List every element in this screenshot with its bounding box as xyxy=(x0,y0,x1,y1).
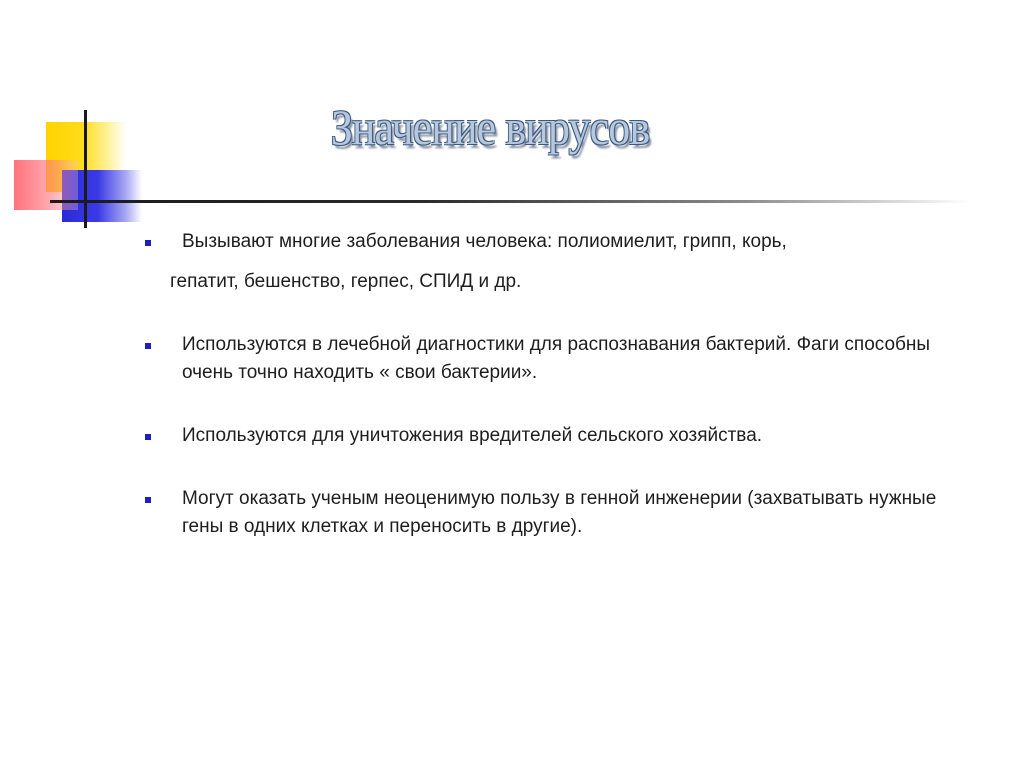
list-item xyxy=(140,422,970,450)
square-bullet-icon xyxy=(145,497,151,503)
bullet-text: Вызывают многие заболевания человека: полиомиелит, грипп, корь, xyxy=(182,231,787,252)
bullet-text: Могут оказать ученым неоценимую пользу в генной инженерии (захватывать нужные гены в одних клетках и переносить в другие). xyxy=(182,488,937,537)
bullet-continuation: гепатит, бешенство, герпес, СПИД и др. xyxy=(170,271,522,292)
square-bullet-icon xyxy=(145,343,151,349)
slide-title: Значение вирусов xyxy=(330,99,650,155)
square-bullet-icon xyxy=(145,434,151,440)
vertical-rule xyxy=(84,110,87,228)
list-item xyxy=(140,331,970,387)
horizontal-rule xyxy=(50,200,970,203)
bullet-list xyxy=(140,228,970,541)
bullet-text: Используются для уничтожения вредителей сельского хозяйства. xyxy=(182,425,763,446)
list-item xyxy=(140,485,970,541)
bullet-text: Используются в лечебной диагностики для распознавания бактерий. Фаги способны очень точно находить « свои бактерии». xyxy=(182,334,931,383)
list-item xyxy=(140,228,970,296)
square-bullet-icon xyxy=(145,240,151,246)
